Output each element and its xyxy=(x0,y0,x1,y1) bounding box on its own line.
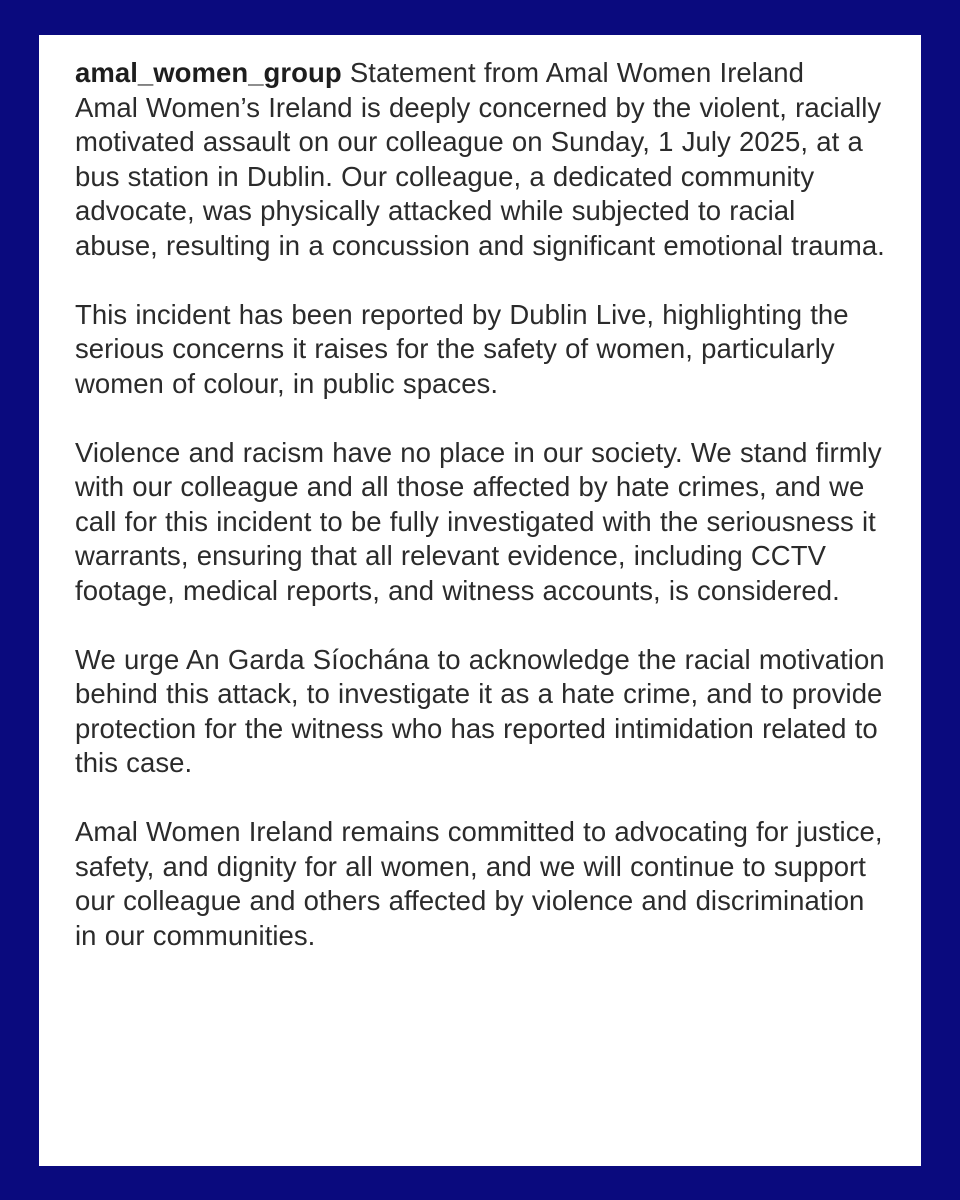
paragraph-solidarity: Violence and racism have no place in our society. We stand firmly with our colleague and all those affected by hate crimes, and we call for this incident to be fully investigated with the seriousness it warrants, ensuring that all relevant evidence, including CCTV footage, medical reports, and witness accounts, is considered. xyxy=(75,436,882,606)
caption-header xyxy=(75,56,885,91)
paragraph-concern: Amal Women’s Ireland is deeply concerned by the violent, racially motivated assault on our colleague on Sunday, 1 July 2025, at a bus station in Dublin. Our colleague, a dedicated community advocate, was physically attacked while subjected to racial abuse, resulting in a concussion and significant emotional trauma. xyxy=(75,91,885,261)
username-link[interactable]: amal_women_group xyxy=(75,57,342,88)
paragraph-commitment: Amal Women Ireland remains committed to advocating for justice, safety, and dignity for all women, and we will continue to support our colleague and others affected by violence and discrimination in our communities. xyxy=(75,816,883,951)
paragraph-garda-appeal: We urge An Garda Síochána to acknowledge the racial motivation behind this attack, to investigate it as a hate crime, and to provide protection for the witness who has reported intimidation related to this case. xyxy=(75,643,885,778)
statement-card xyxy=(39,35,921,1166)
paragraph-report: This incident has been reported by Dublin Live, highlighting the serious concerns it raises for the safety of women, particularly women of colour, in public spaces. xyxy=(75,298,849,399)
post-caption xyxy=(75,56,885,953)
statement-title: Statement from Amal Women Ireland xyxy=(349,57,804,88)
